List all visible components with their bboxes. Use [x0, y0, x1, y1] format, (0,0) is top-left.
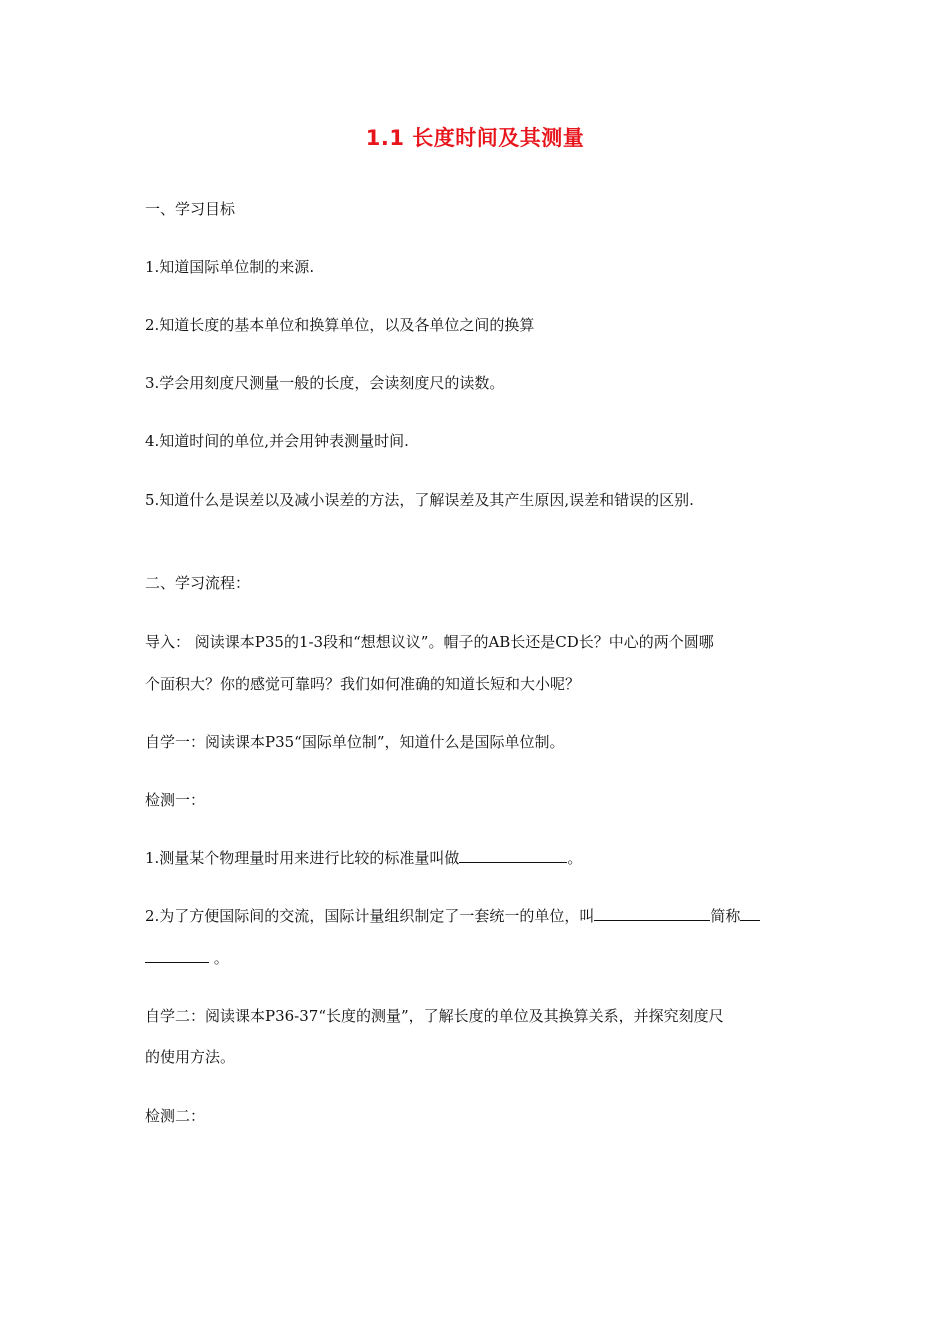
goal-item-5: 5.知道什么是误差以及减小误差的方法，了解误差及其产生原因,误差和错误的区别. — [145, 491, 694, 509]
question-2-end: 。 — [209, 949, 229, 967]
section-heading-goals: 一、学习目标 — [145, 200, 236, 218]
check-2-heading: 检测二： — [145, 1107, 206, 1125]
document-title: 1.1 长度时间及其测量 — [365, 126, 585, 150]
section-heading-process: 二、学习流程： — [145, 574, 251, 592]
check-1-heading: 检测一： — [145, 791, 206, 809]
answer-blank-3b[interactable] — [145, 948, 209, 963]
question-1-text: 1.测量某个物理量时用来进行比较的标准量叫做 — [145, 849, 460, 867]
intro-line-2: 个面积大？你的感觉可靠吗？我们如何准确的知道长短和大小呢？ — [145, 675, 581, 693]
answer-blank-1[interactable] — [459, 848, 567, 863]
answer-blank-2[interactable] — [594, 906, 710, 921]
question-1-end: 。 — [567, 849, 583, 867]
question-2-continued — [145, 948, 229, 968]
self-study-2-line-2: 的使用方法。 — [145, 1048, 236, 1066]
goal-item-4: 4.知道时间的单位,并会用钟表测量时间. — [145, 432, 409, 450]
answer-blank-3a[interactable] — [740, 906, 760, 921]
goal-item-1: 1.知道国际单位制的来源. — [145, 258, 315, 276]
self-study-1: 自学一：阅读课本P35“国际单位制”，知道什么是国际单位制。 — [145, 733, 565, 751]
question-2-text: 2.为了方便国际间的交流，国际计量组织制定了一套统一的单位，叫 — [145, 907, 595, 925]
intro-line-1: 导入： 阅读课本P35的1-3段和“想想议议”。帽子的AB长还是CD长？中心的两个圆哪 — [145, 633, 714, 651]
goal-item-3: 3.学会用刻度尺测量一般的长度，会读刻度尺的读数。 — [145, 374, 505, 392]
question-1 — [145, 848, 582, 868]
question-2 — [145, 906, 760, 926]
question-2-mid: 简称 — [710, 907, 741, 925]
goal-item-2: 2.知道长度的基本单位和换算单位，以及各单位之间的换算 — [145, 316, 535, 334]
self-study-2-line-1: 自学二：阅读课本P36-37“长度的测量”，了解长度的单位及其换算关系，并探究刻度尺 — [145, 1007, 724, 1025]
